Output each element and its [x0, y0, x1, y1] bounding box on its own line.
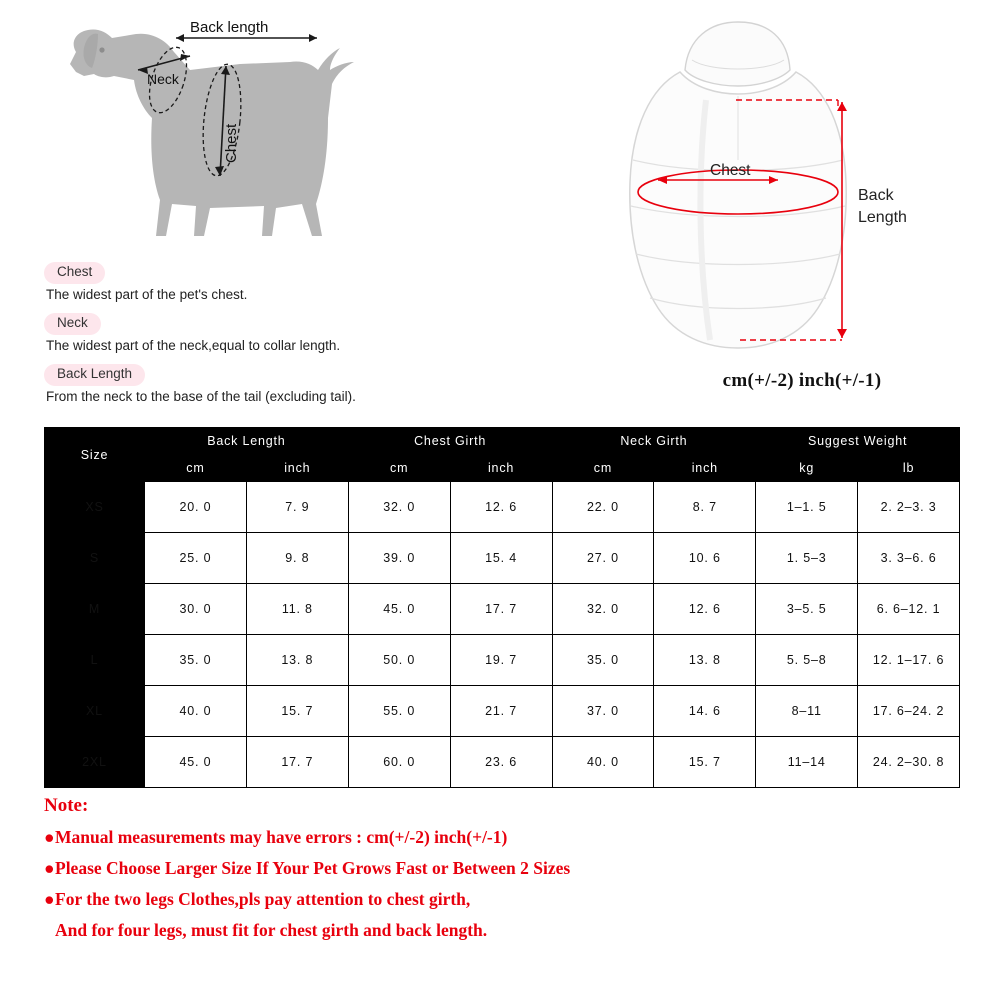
table-row: [45, 737, 960, 788]
cell-backlength-cm: 20. 0: [145, 482, 247, 533]
table-row: [45, 482, 960, 533]
cell-backlength-inch: 15. 7: [246, 686, 348, 737]
cell-neck-cm: 22. 0: [552, 482, 654, 533]
coat-collar-shape: [685, 22, 790, 86]
cell-weight-kg: 3–5. 5: [756, 584, 858, 635]
definition-text-neck: The widest part of the neck,equal to collar length.: [46, 337, 341, 353]
row-size: M: [45, 584, 145, 635]
cell-weight-lb: 17. 6–24. 2: [858, 686, 960, 737]
subheader-backlength-cm: cm: [145, 455, 247, 482]
cell-backlength-inch: 13. 8: [246, 635, 348, 686]
cell-weight-kg: 1. 5–3: [756, 533, 858, 584]
row-size: S: [45, 533, 145, 584]
cell-backlength-inch: 17. 7: [246, 737, 348, 788]
cell-neck-inch: 13. 8: [654, 635, 756, 686]
cell-chest-inch: 17. 7: [450, 584, 552, 635]
table-row: [45, 533, 960, 584]
size-table: [44, 427, 960, 788]
cell-weight-lb: 3. 3–6. 6: [858, 533, 960, 584]
cell-neck-inch: 8. 7: [654, 482, 756, 533]
row-size: XS: [45, 482, 145, 533]
back-length-label: Back length: [190, 19, 269, 36]
header-size: Size: [45, 428, 145, 482]
cell-backlength-cm: 40. 0: [145, 686, 247, 737]
dog-diagram: [40, 8, 460, 258]
dog-silhouette-shape: [70, 29, 354, 236]
coat-diagram: [610, 10, 990, 400]
cell-chest-cm: 60. 0: [348, 737, 450, 788]
cell-chest-cm: 55. 0: [348, 686, 450, 737]
cell-weight-lb: 6. 6–12. 1: [858, 584, 960, 635]
definition-chest: [44, 262, 584, 303]
cell-backlength-inch: 9. 8: [246, 533, 348, 584]
coat-back-length-label-line2: Length: [858, 209, 907, 226]
coat-chest-label: Chest: [710, 162, 751, 179]
bullet-icon: ●: [44, 889, 55, 910]
cell-neck-cm: 35. 0: [552, 635, 654, 686]
definition-text-back-length: From the neck to the base of the tail (excluding tail).: [46, 388, 356, 404]
cell-backlength-cm: 25. 0: [145, 533, 247, 584]
table-row: [45, 584, 960, 635]
cell-neck-inch: 12. 6: [654, 584, 756, 635]
note-line-3: ●For the two legs Clothes,pls pay attention to chest girth,: [44, 889, 471, 910]
cell-weight-lb: 2. 2–3. 3: [858, 482, 960, 533]
bullet-icon: ●: [44, 827, 55, 847]
cell-chest-inch: 19. 7: [450, 635, 552, 686]
cell-neck-cm: 32. 0: [552, 584, 654, 635]
dog-eye: [99, 47, 104, 52]
subheader-neck-inch: inch: [654, 455, 756, 482]
cell-chest-inch: 15. 4: [450, 533, 552, 584]
cell-chest-inch: 12. 6: [450, 482, 552, 533]
neck-label: Neck: [147, 71, 179, 87]
definition-text-chest: The widest part of the pet's chest.: [46, 286, 248, 302]
subheader-weight-lb: lb: [858, 455, 960, 482]
table-row: [45, 635, 960, 686]
cell-backlength-cm: 35. 0: [145, 635, 247, 686]
row-size: XL: [45, 686, 145, 737]
table-header-row-units: [45, 455, 960, 482]
bullet-icon: ●: [44, 858, 55, 879]
cell-weight-lb: 12. 1–17. 6: [858, 635, 960, 686]
coat-back-length-label-line1: Back: [858, 187, 894, 204]
cell-chest-inch: 23. 6: [450, 737, 552, 788]
cell-neck-inch: 15. 7: [654, 737, 756, 788]
cell-chest-inch: 21. 7: [450, 686, 552, 737]
header-suggest-weight: Suggest Weight: [756, 428, 960, 455]
cell-backlength-inch: 11. 8: [246, 584, 348, 635]
note-line-1: ●Manual measurements may have errors : cm(+/-2) inch(+/-1): [44, 827, 508, 847]
definition-back-length: [44, 364, 584, 405]
subheader-chest-inch: inch: [450, 455, 552, 482]
cell-weight-lb: 24. 2–30. 8: [858, 737, 960, 788]
cell-weight-kg: 11–14: [756, 737, 858, 788]
note-title: Note:: [44, 795, 89, 816]
cell-chest-cm: 32. 0: [348, 482, 450, 533]
tolerance-note: cm(+/-2) inch(+/-1): [722, 370, 882, 391]
subheader-weight-kg: kg: [756, 455, 858, 482]
cell-chest-cm: 50. 0: [348, 635, 450, 686]
definition-term-back-length: Back Length: [44, 364, 145, 386]
cell-neck-cm: 27. 0: [552, 533, 654, 584]
cell-neck-inch: 10. 6: [654, 533, 756, 584]
definition-neck: [44, 313, 584, 354]
cell-backlength-inch: 7. 9: [246, 482, 348, 533]
cell-neck-cm: 37. 0: [552, 686, 654, 737]
subheader-backlength-inch: inch: [246, 455, 348, 482]
header-back-length: Back Length: [145, 428, 349, 455]
note-sub-line: And for four legs, must fit for chest girth and back length.: [55, 920, 488, 941]
cell-weight-kg: 8–11: [756, 686, 858, 737]
cell-chest-cm: 39. 0: [348, 533, 450, 584]
subheader-chest-cm: cm: [348, 455, 450, 482]
definition-term-chest: Chest: [44, 262, 105, 284]
size-table-wrapper: [44, 427, 960, 788]
cell-chest-cm: 45. 0: [348, 584, 450, 635]
row-size: 2XL: [45, 737, 145, 788]
cell-weight-kg: 5. 5–8: [756, 635, 858, 686]
table-header-row-groups: [45, 428, 960, 455]
cell-neck-inch: 14. 6: [654, 686, 756, 737]
cell-neck-cm: 40. 0: [552, 737, 654, 788]
row-size: L: [45, 635, 145, 686]
note-block: [44, 795, 964, 949]
note-line-2: ●Please Choose Larger Size If Your Pet Grows Fast or Between 2 Sizes: [44, 858, 571, 879]
cell-weight-kg: 1–1. 5: [756, 482, 858, 533]
chest-label: Chest: [223, 123, 240, 163]
header-chest-girth: Chest Girth: [348, 428, 552, 455]
definitions-list: [44, 262, 584, 415]
cell-backlength-cm: 30. 0: [145, 584, 247, 635]
header-neck-girth: Neck Girth: [552, 428, 756, 455]
illustration-area: [0, 0, 1000, 415]
subheader-neck-cm: cm: [552, 455, 654, 482]
table-row: [45, 686, 960, 737]
cell-backlength-cm: 45. 0: [145, 737, 247, 788]
definition-term-neck: Neck: [44, 313, 101, 335]
